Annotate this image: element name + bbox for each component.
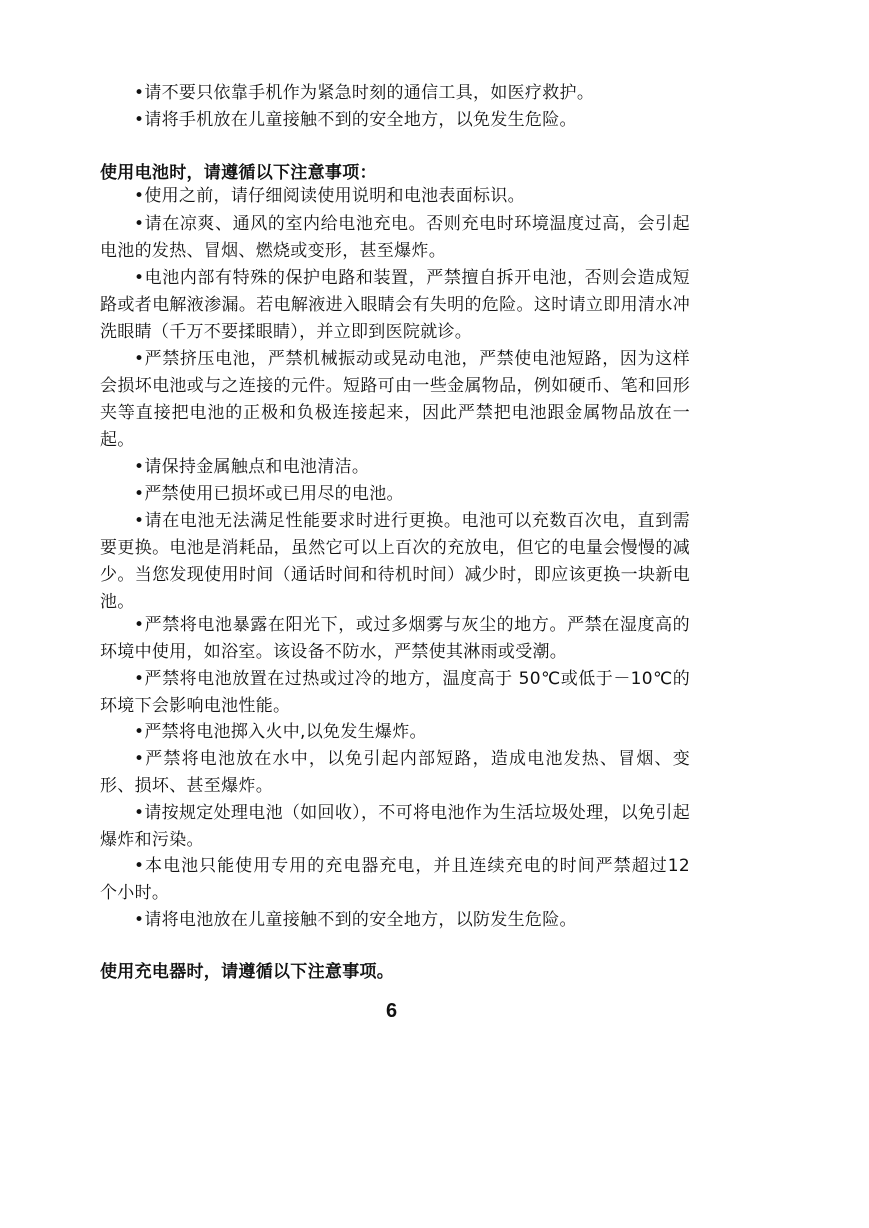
battery-item-no-damaged: •严禁使用已损坏或已用尽的电池。 [134, 484, 404, 504]
battery-item-replace: •请在电池无法满足性能要求时进行更换。电池可以充数百次电，直到需要更换。电池是消耗品，虽然它可以上百次的充放电，但它的电量会慢慢的减少。当您发现使用时间（通话时间和待机时间）减少时，即应该更换一块新电池。 [100, 511, 690, 612]
intro-item-emergency: •请不要只依靠手机作为紧急时刻的通信工具，如医疗救护。 [134, 83, 595, 103]
battery-item-children: •请将电池放在儿童接触不到的安全地方，以防发生危险。 [134, 910, 577, 930]
page-number: 6 [385, 1000, 398, 1022]
intro-item-children: •请将手机放在儿童接触不到的安全地方，以免发生危险。 [134, 110, 577, 130]
battery-item-no-fire: •严禁将电池掷入火中,以免发生爆炸。 [134, 722, 427, 742]
battery-item-recycle: •请按规定处理电池（如回收），不可将电池作为生活垃圾处理，以免引起爆炸和污染。 [100, 803, 690, 850]
battery-item-no-short-circuit: •严禁挤压电池，严禁机械振动或晃动电池，严禁使电池短路，因为这样会损坏电池或与之连接的元件。短路可由一些金属物品，例如硬币、笔和回形夹等直接把电池的正极和负极连接起来，因此严禁把电池跟金属物品放在一起。 [100, 349, 690, 450]
battery-item-charge-ventilated: •请在凉爽、通风的室内给电池充电。否则充电时环境温度过高，会引起电池的发热、冒烟、燃烧或变形，甚至爆炸。 [100, 214, 690, 261]
charger-section-heading: 使用充电器时，请遵循以下注意事项。 [100, 962, 395, 982]
battery-item-no-sunlight: •严禁将电池暴露在阳光下，或过多烟雾与灰尘的地方。严禁在湿度高的环境中使用，如浴室。该设备不防水，严禁使其淋雨或受潮。 [100, 615, 690, 662]
battery-item-no-water: •严禁将电池放在水中，以免引起内部短路，造成电池发热、冒烟、变形、损坏、甚至爆炸。 [100, 749, 690, 796]
battery-item-temperature: •严禁将电池放置在过热或过冷的地方，温度高于 50℃或低于－10℃的环境下会影响电池性能。 [100, 669, 690, 716]
battery-item-dedicated-charger: •本电池只能使用专用的充电器充电，并且连续充电的时间严禁超过12 个小时。 [100, 856, 690, 903]
battery-section-heading: 使用电池时，请遵循以下注意事项： [100, 163, 377, 183]
battery-item-do-not-disassemble: •电池内部有特殊的保护电路和装置，严禁擅自拆开电池，否则会造成短路或者电解液渗漏。若电解液进入眼睛会有失明的危险。这时请立即用清水冲洗眼睛（千万不要揉眼睛），并立即到医院就诊。 [100, 268, 690, 342]
battery-item-keep-clean: •请保持金属触点和电池清洁。 [134, 457, 370, 477]
battery-item-read-instructions: •使用之前，请仔细阅读使用说明和电池表面标识。 [134, 186, 525, 206]
